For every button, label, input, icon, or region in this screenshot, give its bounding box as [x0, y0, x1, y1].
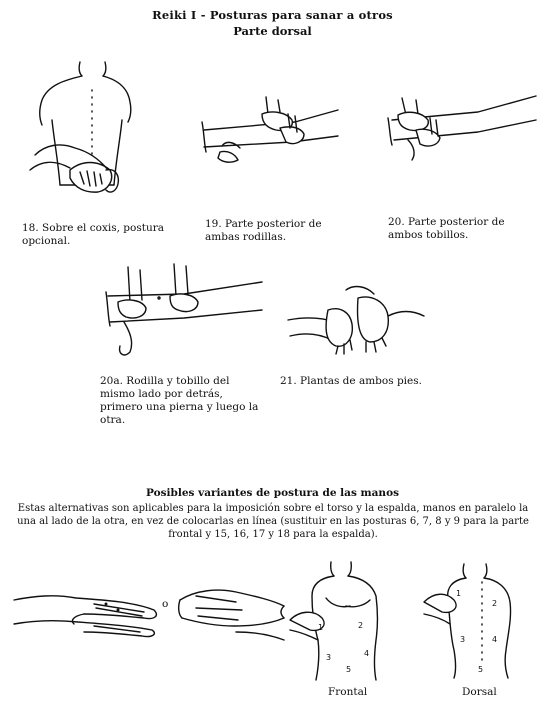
page-title: Reiki I - Posturas para sanar a otros	[152, 8, 393, 22]
position-number: 2	[358, 621, 364, 630]
position-number: 5	[478, 665, 484, 674]
position-number: 4	[364, 649, 370, 658]
position-number: 3	[326, 653, 332, 662]
position-number: 3	[460, 635, 466, 644]
position-number: 1	[318, 623, 324, 632]
illustration-posture-21	[288, 280, 428, 360]
hands-parallel-illustration	[14, 582, 159, 642]
illustration-posture-19	[200, 92, 340, 172]
circle-marker: o	[162, 598, 169, 610]
variants-text: Estas alternativas son aplicables para la imposición sobre el torso y la espalda, manos en paralelo la una al lado de la otra, en vez de colocarlas en línea (sustituir en las posturas 6, 7, 8 y 9 para la parte frontal y 15, 16, 17 y 18 para la espalda).	[17, 503, 529, 540]
dorsal-torso-illustration	[420, 562, 530, 680]
illustration-posture-18	[30, 60, 140, 210]
frontal-torso-illustration	[286, 560, 391, 682]
posture-caption: 20a. Rodilla y tobillo del mismo lado por detrás, primero una pierna y luego la otra.	[100, 375, 259, 426]
posture-caption: 19. Parte posterior de ambas rodillas.	[205, 218, 322, 243]
frontal-label: Frontal	[328, 686, 368, 698]
hands-parallel-illustration	[176, 580, 286, 644]
dorsal-label: Dorsal	[462, 686, 497, 698]
illustration-posture-20	[388, 90, 538, 170]
posture-caption: 20. Parte posterior de ambos tobillos.	[388, 216, 505, 241]
position-number: 2	[492, 599, 498, 608]
posture-caption: 21. Plantas de ambos pies.	[280, 375, 422, 387]
page-subtitle: Parte dorsal	[233, 24, 312, 38]
position-number: 1	[456, 589, 462, 598]
variants-title: Posibles variantes de postura de las manos	[146, 487, 399, 499]
illustration-posture-20a	[104, 262, 264, 362]
position-number: 5	[346, 665, 352, 674]
position-number: 4	[492, 635, 498, 644]
posture-caption: 18. Sobre el coxis, postura opcional.	[22, 222, 164, 247]
